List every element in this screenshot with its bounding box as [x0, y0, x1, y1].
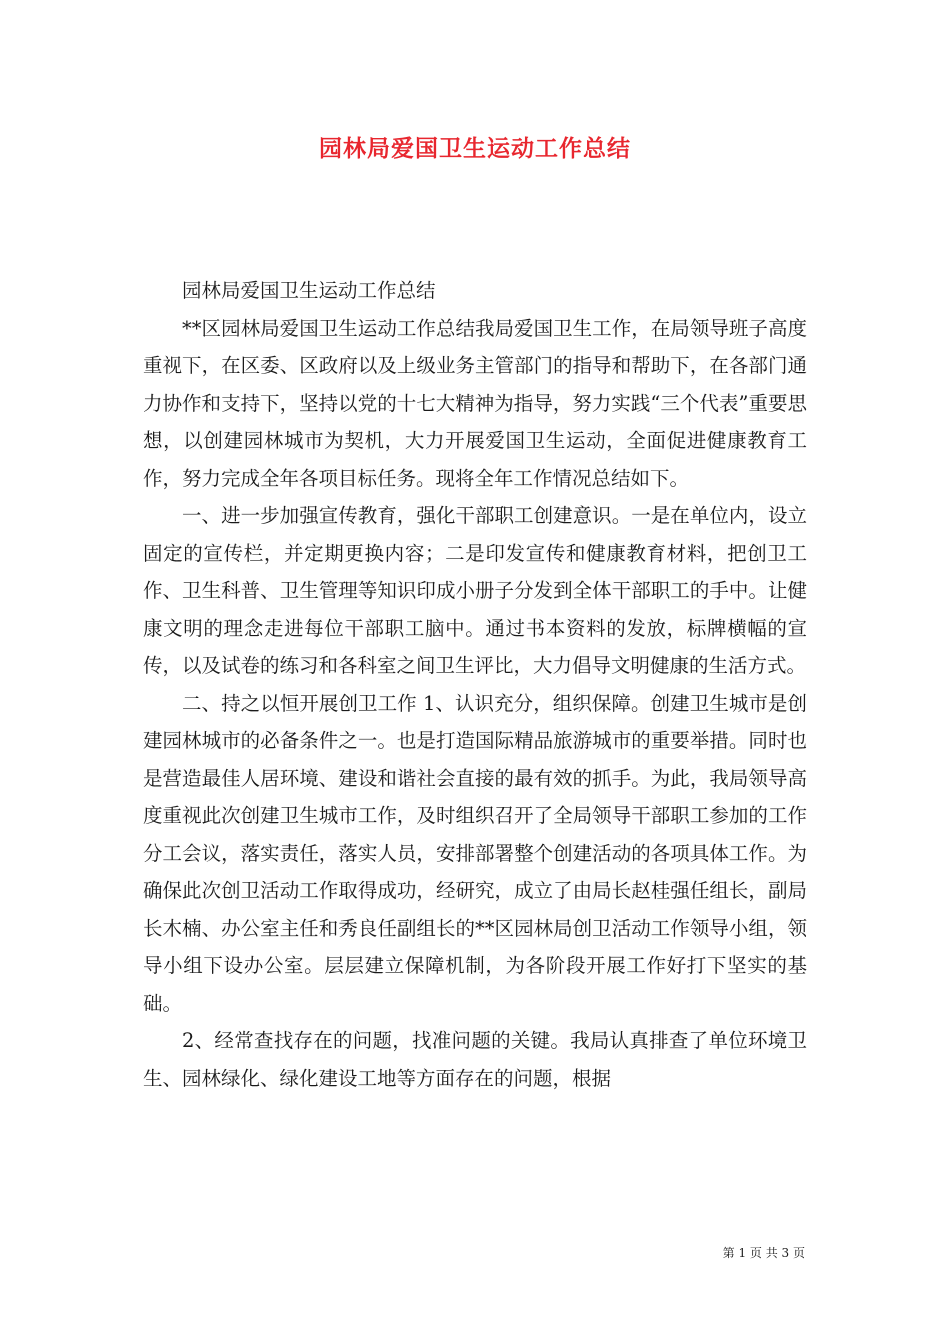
paragraph-heading: 园林局爱国卫生运动工作总结	[182, 279, 436, 302]
paragraph-section-2: 二、持之以恒开展创卫工作 1、认识充分，组织保障。创建卫生城市是创建园林城市的必备条件之一。也是打造国际精品旅游城市的重要举措。同时也是营造最佳人居环境、建设和谐社会直接的最有效的抓手。为此，我局领导高度重视此次创建卫生城市工作，及时组织召开了全局领导干部职工参加的工作分工会议，落实责任，落实人员，安排部署整个创建活动的各项具体工作。为确保此次创卫活动工作取得成功，经研究，成立了由局长赵桂强任组长，副局长木楠、办公室主任和秀良任副组长的**区园林局创卫活动工作领导小组，领导小组下设办公室。层层建立保障机制，为各阶段开展工作好打下坚实的基础。	[143, 691, 807, 1015]
document-title: 园林局爱国卫生运动工作总结	[319, 135, 631, 162]
paragraph-section-2-item-2: 2、经常查找存在的问题，找准问题的关键。我局认真排查了单位环境卫生、园林绿化、绿化建设工地等方面存在的问题，根据	[143, 1029, 807, 1090]
paragraph-section-1: 一、进一步加强宣传教育，强化干部职工创建意识。一是在单位内，设立固定的宣传栏，并定期更换内容；二是印发宣传和健康教育材料，把创卫工作、卫生科普、卫生管理等知识印成小册子分发到全体干部职工的手中。让健康文明的理念走进每位干部职工脑中。通过书本资料的发放，标牌横幅的宣传，以及试卷的练习和各科室之间卫生评比，大力倡导文明健康的生活方式。	[143, 504, 807, 677]
document-body	[143, 272, 807, 1097]
page-number: 第 1 页 共 3 页	[722, 1246, 805, 1260]
paragraph-intro: **区园林局爱国卫生运动工作总结我局爱国卫生工作，在局领导班子高度重视下，在区委、区政府以及上级业务主管部门的指导和帮助下，在各部门通力协作和支持下，坚持以党的十七大精神为指导，努力实践“三个代表”重要思想，以创建园林城市为契机，大力开展爱国卫生运动，全面促进健康教育工作，努力完成全年各项目标任务。现将全年工作情况总结如下。	[143, 316, 807, 490]
